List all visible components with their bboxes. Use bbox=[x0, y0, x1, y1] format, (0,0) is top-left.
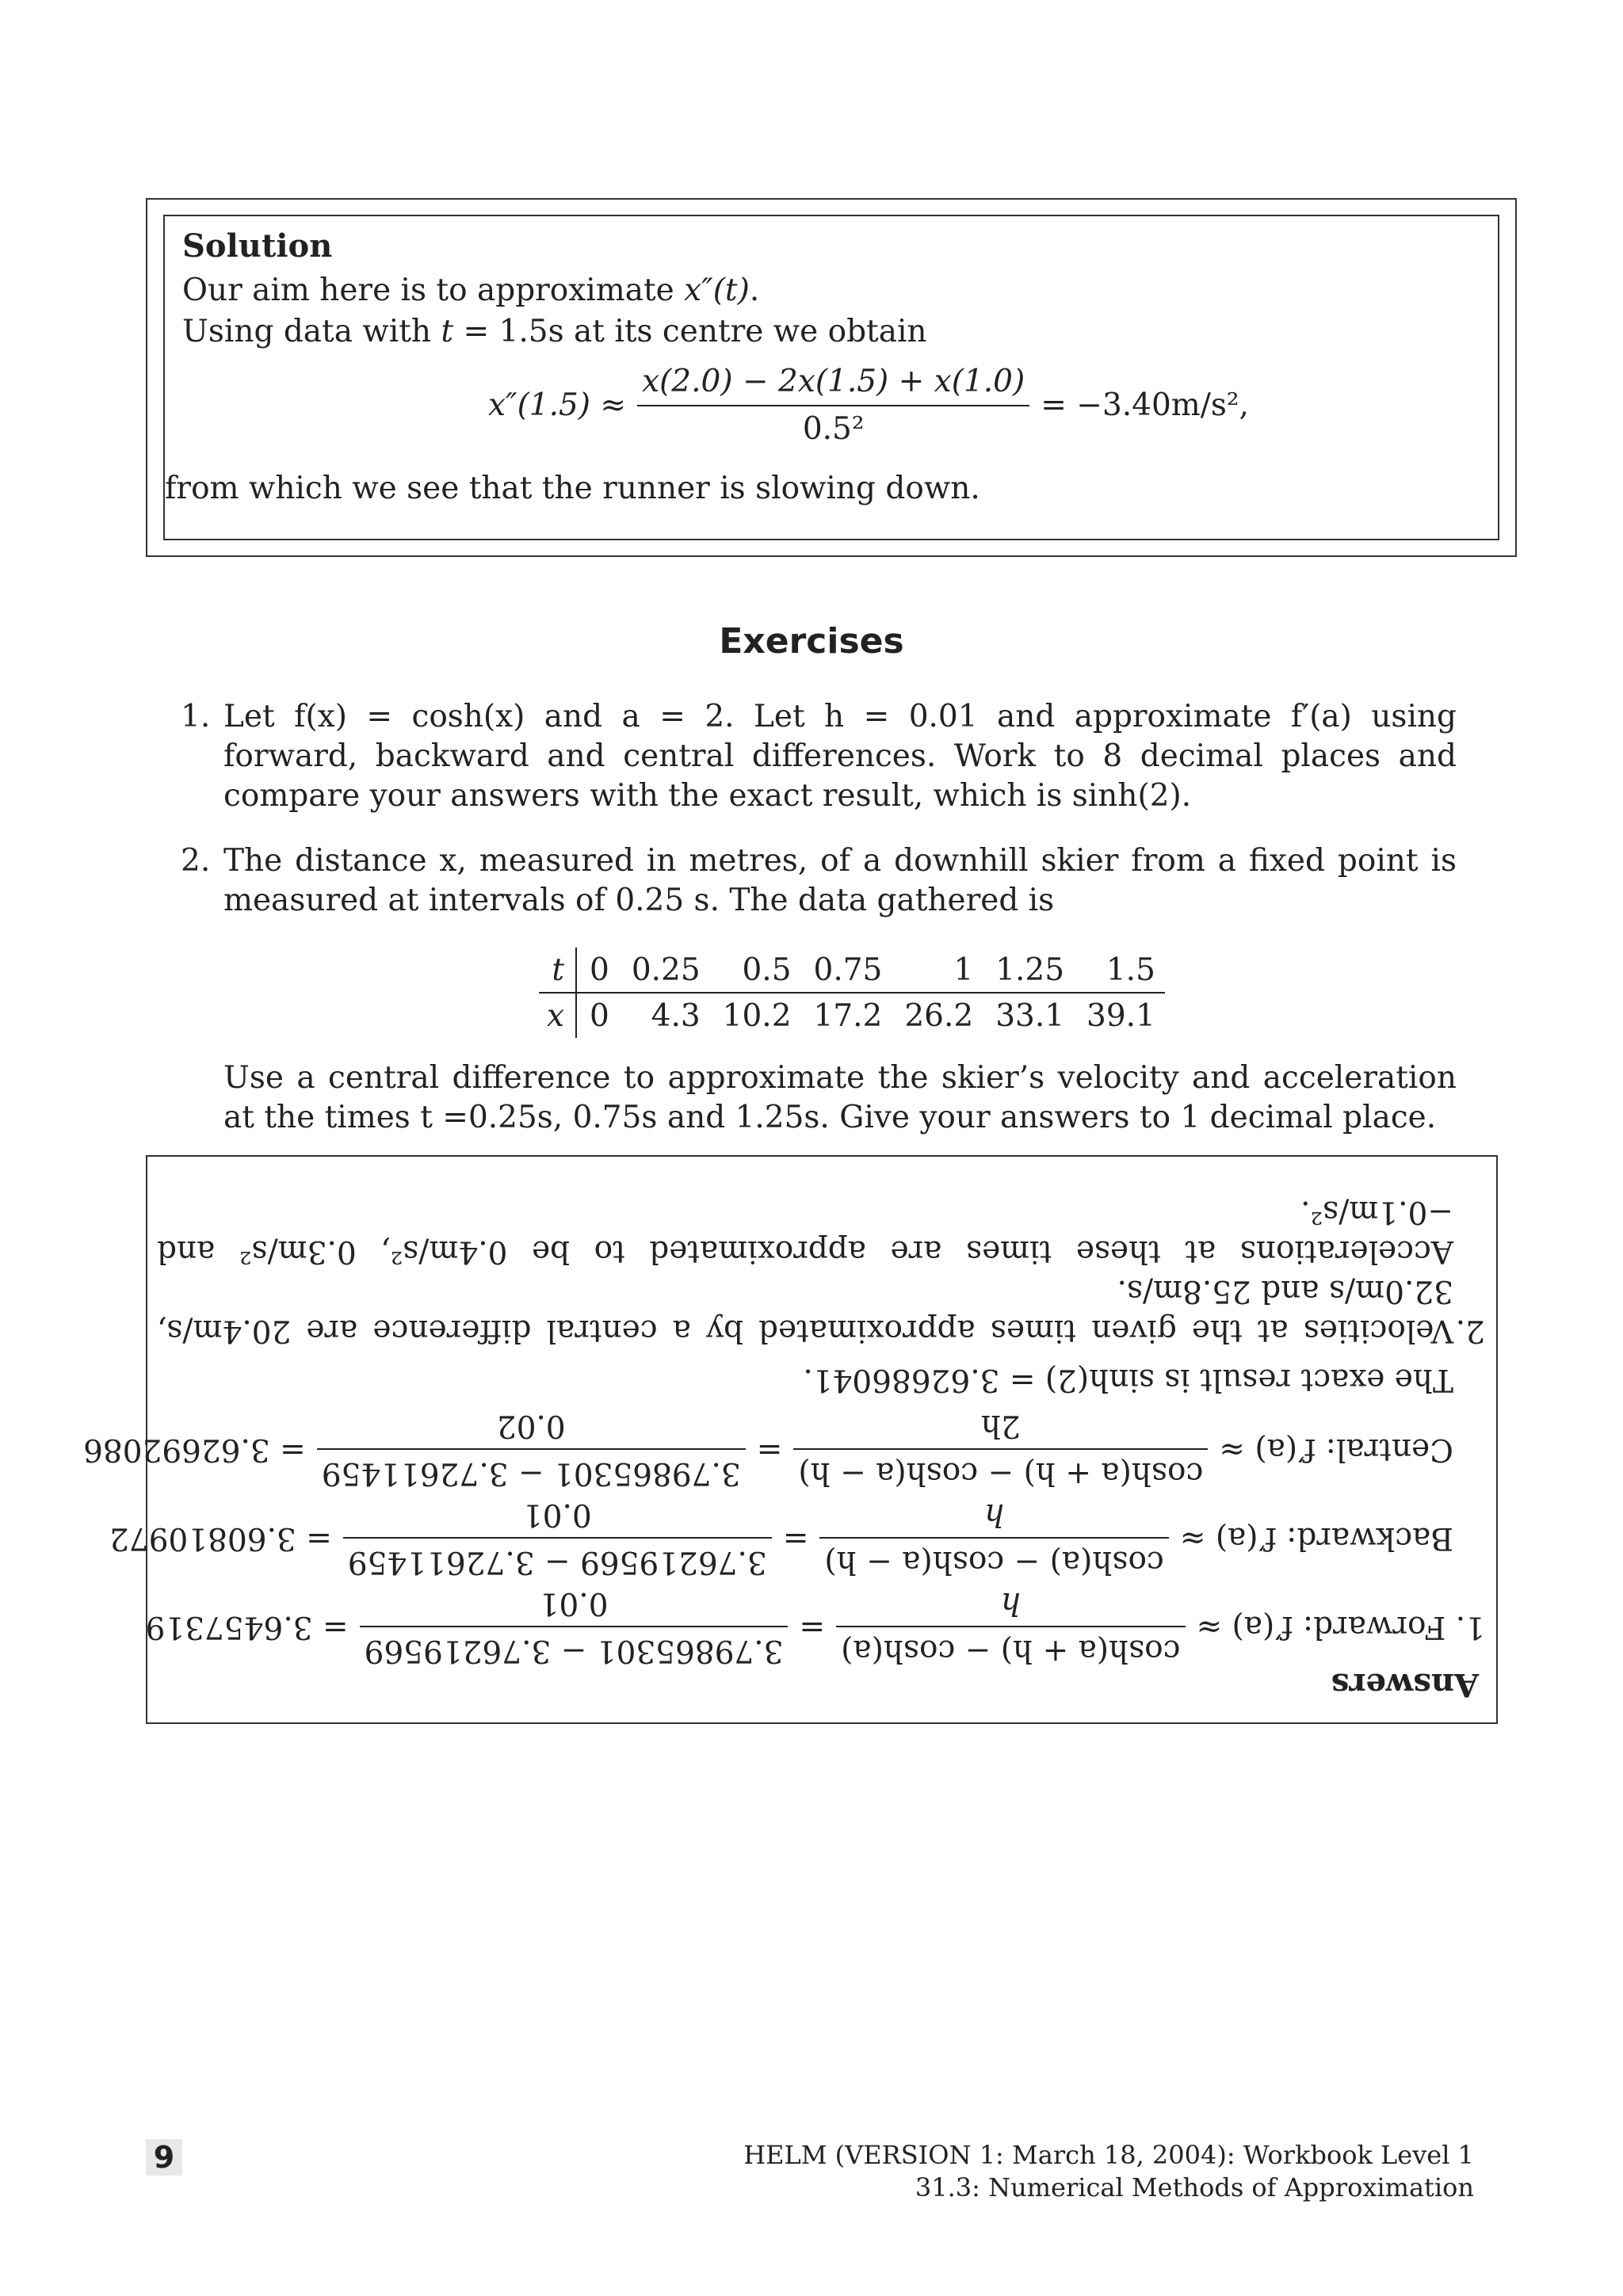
using-math: t bbox=[441, 314, 454, 350]
table-cell: 1.25 bbox=[983, 948, 1074, 993]
forward-result: = 3.6457319 bbox=[145, 1609, 349, 1646]
table-cell: 10.2 bbox=[722, 997, 792, 1034]
exercises-title: Exercises bbox=[719, 621, 904, 662]
table-cell: 0 bbox=[576, 948, 619, 993]
table-row-t bbox=[539, 948, 1165, 993]
table-cell: 1 bbox=[892, 948, 983, 993]
page-footer bbox=[743, 2139, 1474, 2204]
exercise-1 bbox=[181, 697, 1457, 816]
forward-denominator-2: 0.01 bbox=[539, 1585, 609, 1622]
forward-fraction-2 bbox=[360, 1583, 789, 1670]
answers-heading: Answers bbox=[1331, 1666, 1479, 1703]
central-denominator-2: 0.02 bbox=[496, 1408, 566, 1444]
central-numerator-2: 3.79865301 − 3.72611459 bbox=[317, 1448, 746, 1493]
backward-result: = 3.60810972 bbox=[109, 1520, 332, 1557]
answer-exact-result: The exact result is sinh(2) = 3.62686041. bbox=[803, 1362, 1453, 1398]
exercise-2-followup: Use a central difference to approximate the skier’s velocity and acceleration at the times t =0.25s, 0.75s and 1.25s. Give your answers to 1 decimal place. bbox=[223, 1060, 1457, 1135]
footer-line-1: HELM (VERSION 1: March 18, 2004): Workbook Level 1 bbox=[743, 2140, 1474, 2170]
aim-math: x″(t) bbox=[684, 273, 750, 309]
answer-central bbox=[83, 1405, 1453, 1493]
answer-2-velocities: Velocities at the given times approximated by a central difference are 20.4m/s, 32.0m/s and 25.8m/s. bbox=[157, 1273, 1453, 1348]
solution-heading: Solution bbox=[182, 227, 333, 265]
central-result: = 3.62692086 bbox=[83, 1432, 306, 1468]
table-cell: 4.3 bbox=[651, 997, 701, 1034]
exercise-2-number: 2. bbox=[181, 843, 211, 879]
exercise-1-number: 1. bbox=[181, 699, 211, 734]
table-cell: 0.75 bbox=[801, 948, 892, 993]
forward-label: 1. Forward: f′(a) ≈ bbox=[1196, 1609, 1485, 1646]
backward-label: Backward: f′(a) ≈ bbox=[1179, 1520, 1453, 1557]
using-suffix: at its centre we obtain bbox=[563, 314, 927, 350]
table-cell: 17.2 bbox=[813, 997, 883, 1034]
page-number: 9 bbox=[146, 2139, 182, 2176]
backward-denominator: h bbox=[984, 1497, 1005, 1533]
central-numerator: cosh(a + h) − cosh(a − h) bbox=[793, 1448, 1208, 1493]
forward-fraction-1 bbox=[836, 1583, 1185, 1670]
backward-numerator-2: 3.76219569 − 3.72611459 bbox=[343, 1537, 772, 1581]
eq-fraction bbox=[637, 362, 1029, 449]
forward-equals: = bbox=[799, 1609, 826, 1646]
eq-lhs: x″(1.5) ≈ bbox=[488, 387, 627, 423]
eq-denominator: 0.5² bbox=[802, 410, 865, 447]
answer-2-number: 2. bbox=[1455, 1313, 1485, 1348]
forward-numerator: cosh(a + h) − cosh(a) bbox=[836, 1626, 1185, 1670]
backward-denominator-2: 0.01 bbox=[522, 1497, 592, 1533]
exercise-2-text: The distance x, measured in metres, of a downhill skier from a fixed point is measured at intervals of 0.25 s. The data gathered is bbox=[223, 843, 1457, 918]
answer-2 bbox=[157, 1192, 1485, 1350]
table-cell: 33.1 bbox=[995, 997, 1065, 1034]
footer-line-2: 31.3: Numerical Methods of Approximation bbox=[915, 2172, 1474, 2203]
solution-equation-row bbox=[488, 362, 1249, 449]
answers-content-rotated bbox=[83, 1157, 1496, 1722]
central-equals: = bbox=[756, 1432, 783, 1468]
answer-backward bbox=[109, 1494, 1453, 1581]
backward-fraction-1 bbox=[819, 1494, 1168, 1581]
backward-fraction-2 bbox=[343, 1494, 772, 1581]
central-label: Central: f′(a) ≈ bbox=[1219, 1432, 1453, 1468]
forward-denominator: h bbox=[1000, 1585, 1021, 1622]
using-prefix: Using data with bbox=[182, 314, 441, 350]
data-table bbox=[539, 948, 1165, 1038]
table-cell: 39.1 bbox=[1086, 997, 1155, 1034]
solution-using bbox=[182, 312, 1480, 352]
solution-equation bbox=[147, 362, 1515, 449]
central-fraction-1 bbox=[793, 1405, 1208, 1493]
table-cell: 0 bbox=[590, 997, 609, 1034]
eq-rhs: = −3.40m/s², bbox=[1041, 387, 1249, 423]
solution-box bbox=[146, 198, 1517, 557]
exercise-2 bbox=[181, 841, 1457, 921]
table-cell: 0.5 bbox=[710, 948, 801, 993]
table-cell: 1.5 bbox=[1074, 948, 1165, 993]
aim-suffix: . bbox=[749, 273, 760, 309]
answer-2-accelerations: Accelerations at these times are approximated to be 0.4m/s², 0.3m/s² and −0.1m/s². bbox=[157, 1194, 1453, 1270]
forward-numerator-2: 3.79865301 − 3.76219569 bbox=[360, 1626, 789, 1670]
table-cell: 26.2 bbox=[904, 997, 974, 1034]
using-eq: = 1.5s bbox=[453, 314, 564, 350]
exercise-1-text: Let f(x) = cosh(x) and a = 2. Let h = 0.01 and approximate f′(a) using forward, backward and central differences. Work to 8 decimal places and compare your answers with the exact result, which is sinh(2). bbox=[223, 699, 1457, 814]
table-row-label-t: t bbox=[539, 948, 576, 993]
eq-numerator: x(2.0) − 2x(1.5) + x(1.0) bbox=[637, 362, 1029, 406]
table-row-label-x: x bbox=[539, 993, 576, 1038]
central-fraction-2 bbox=[317, 1405, 746, 1493]
aim-prefix: Our aim here is to approximate bbox=[182, 273, 685, 309]
solution-conclusion: from which we see that the runner is slowing down. bbox=[165, 471, 980, 506]
central-denominator: 2h bbox=[980, 1408, 1021, 1444]
table-row-x bbox=[539, 993, 1165, 1038]
backward-equals: = bbox=[782, 1520, 809, 1557]
answer-forward bbox=[146, 1583, 1485, 1670]
answers-box bbox=[83, 1155, 1498, 1724]
backward-numerator: cosh(a) − cosh(a − h) bbox=[819, 1537, 1168, 1581]
table-cell: 0.25 bbox=[619, 948, 710, 993]
solution-aim bbox=[182, 271, 1480, 311]
